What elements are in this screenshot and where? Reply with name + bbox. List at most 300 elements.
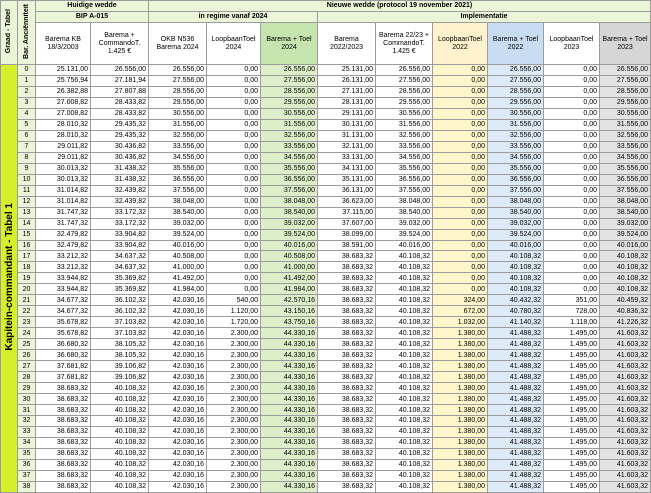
table-cell: 41.603,32 [600, 383, 651, 394]
table-cell: 25.756,94 [36, 75, 91, 86]
anciennity-cell: 22 [18, 306, 36, 317]
table-cell: 39.524,00 [488, 229, 544, 240]
table-cell: 1.495,00 [544, 416, 600, 427]
bar-ancienniteit-header: Bar. Anciënniteit [18, 1, 36, 65]
table-cell: 33.172,32 [91, 218, 149, 229]
table-cell: 0,00 [544, 75, 600, 86]
table-cell: 37.103,82 [91, 328, 149, 339]
table-cell: 44.330,16 [261, 361, 318, 372]
table-cell: 38.683,32 [318, 317, 376, 328]
table-cell: 40.108,32 [91, 416, 149, 427]
table-cell: 38.683,32 [36, 383, 91, 394]
table-row [1, 339, 651, 350]
table-cell: 42.030,16 [149, 361, 207, 372]
table-row [1, 437, 651, 448]
table-cell: 36.556,00 [488, 174, 544, 185]
table-cell: 1.380,00 [433, 361, 488, 372]
table-cell: 41.603,32 [600, 339, 651, 350]
table-cell: 40.108,32 [91, 470, 149, 481]
table-cell: 38.591,00 [318, 240, 376, 251]
table-body [1, 65, 651, 493]
table-cell: 0,00 [544, 273, 600, 284]
table-cell: 41.488,32 [488, 350, 544, 361]
table-cell: 28.010,32 [36, 119, 91, 130]
table-row [1, 426, 651, 437]
table-cell: 30.013,32 [36, 174, 91, 185]
table-cell: 33.556,00 [376, 141, 433, 152]
table-cell: 44.330,16 [261, 350, 318, 361]
table-cell: 38.683,32 [318, 426, 376, 437]
table-cell: 39.032,00 [488, 218, 544, 229]
table-cell: 31.556,00 [376, 119, 433, 130]
table-cell: 33.556,00 [488, 141, 544, 152]
table-cell: 2.300,00 [207, 350, 261, 361]
table-cell: 41.226,32 [600, 317, 651, 328]
table-cell: 29.011,82 [36, 152, 91, 163]
table-cell: 40.508,00 [261, 251, 318, 262]
anciennity-cell: 12 [18, 196, 36, 207]
table-cell: 43.150,16 [261, 306, 318, 317]
table-row [1, 262, 651, 273]
table-cell: 0,00 [544, 218, 600, 229]
table-cell: 42.030,16 [149, 372, 207, 383]
table-cell: 0,00 [207, 218, 261, 229]
anciennity-cell: 37 [18, 470, 36, 481]
table-cell: 41.488,32 [488, 361, 544, 372]
table-cell: 1.495,00 [544, 372, 600, 383]
table-cell: 38.683,32 [318, 339, 376, 350]
table-cell: 40.108,32 [600, 262, 651, 273]
table-cell: 2.300,00 [207, 339, 261, 350]
anciennity-cell: 28 [18, 372, 36, 383]
col-header-barema-2022-2023: Barema 2022/2023 [318, 23, 376, 65]
table-cell: 34.677,32 [36, 306, 91, 317]
table-cell: 0,00 [207, 119, 261, 130]
table-cell: 26.556,00 [149, 65, 207, 76]
table-cell: 35.369,82 [91, 284, 149, 295]
table-row [1, 284, 651, 295]
table-cell: 0,00 [207, 141, 261, 152]
table-cell: 41.603,32 [600, 426, 651, 437]
table-cell: 1.495,00 [544, 459, 600, 470]
table-cell: 39.032,00 [261, 218, 318, 229]
table-cell: 38.683,32 [36, 437, 91, 448]
table-cell: 36.680,32 [36, 339, 91, 350]
anciennity-cell: 9 [18, 163, 36, 174]
table-cell: 38.683,32 [318, 416, 376, 427]
table-cell: 0,00 [544, 262, 600, 273]
table-cell: 35.556,00 [261, 163, 318, 174]
table-cell: 40.108,32 [91, 481, 149, 492]
table-cell: 33.131,00 [318, 152, 376, 163]
table-cell: 36.556,00 [376, 174, 433, 185]
table-row [1, 196, 651, 207]
table-cell: 32.131,00 [318, 141, 376, 152]
table-cell: 0,00 [433, 207, 488, 218]
table-cell: 40.108,32 [600, 284, 651, 295]
table-cell: 38.683,32 [318, 328, 376, 339]
table-cell: 40.108,32 [488, 273, 544, 284]
table-row [1, 350, 651, 361]
table-cell: 28.556,00 [376, 86, 433, 97]
table-cell: 29.435,32 [91, 119, 149, 130]
grade-label: Kapitein-commandant - Tabel 1 [1, 65, 18, 493]
table-row [1, 394, 651, 405]
table-cell: 40.108,32 [376, 394, 433, 405]
table-cell: 40.836,32 [600, 306, 651, 317]
table-cell: 40.016,00 [149, 240, 207, 251]
table-row [1, 273, 651, 284]
table-cell: 1.495,00 [544, 394, 600, 405]
table-row [1, 152, 651, 163]
table-cell: 0,00 [544, 65, 600, 76]
table-cell: 1.380,00 [433, 328, 488, 339]
table-cell: 27.008,82 [36, 108, 91, 119]
table-cell: 0,00 [544, 207, 600, 218]
nieuwe-wedde-header: Nieuwe wedde (protocol 19 november 2021) [149, 1, 651, 12]
table-cell: 40.108,32 [376, 317, 433, 328]
table-cell: 28.556,00 [149, 86, 207, 97]
table-cell: 38.683,32 [318, 251, 376, 262]
table-cell: 32.556,00 [149, 130, 207, 141]
table-cell: 37.103,82 [91, 317, 149, 328]
table-cell: 33.944,82 [36, 284, 91, 295]
table-cell: 37.556,00 [261, 185, 318, 196]
table-cell: 34.131,00 [318, 163, 376, 174]
anciennity-cell: 20 [18, 284, 36, 295]
table-cell: 0,00 [207, 284, 261, 295]
table-cell: 38.683,32 [318, 481, 376, 492]
table-cell: 2.300,00 [207, 448, 261, 459]
table-cell: 40.016,00 [600, 240, 651, 251]
anciennity-cell: 7 [18, 141, 36, 152]
table-cell: 1.380,00 [433, 437, 488, 448]
table-cell: 0,00 [207, 163, 261, 174]
table-cell: 44.330,16 [261, 437, 318, 448]
anciennity-cell: 10 [18, 174, 36, 185]
table-cell: 29.556,00 [149, 97, 207, 108]
table-cell: 40.108,32 [376, 437, 433, 448]
table-cell: 37.556,00 [488, 185, 544, 196]
table-cell: 324,00 [433, 295, 488, 306]
table-cell: 38.048,00 [376, 196, 433, 207]
table-cell: 42.570,16 [261, 295, 318, 306]
table-cell: 0,00 [544, 196, 600, 207]
table-cell: 30.131,00 [318, 119, 376, 130]
table-cell: 2.300,00 [207, 481, 261, 492]
table-cell: 44.330,16 [261, 481, 318, 492]
anciennity-cell: 16 [18, 240, 36, 251]
table-cell: 42.030,16 [149, 350, 207, 361]
col-header-barema-toel-2024: Barema + Toel 2024 [261, 23, 318, 65]
table-cell: 38.683,32 [36, 416, 91, 427]
table-cell: 40.016,00 [261, 240, 318, 251]
table-cell: 31.014,82 [36, 185, 91, 196]
table-cell: 41.603,32 [600, 372, 651, 383]
table-cell: 1.380,00 [433, 405, 488, 416]
table-cell: 1.380,00 [433, 448, 488, 459]
table-cell: 540,00 [207, 295, 261, 306]
table-cell: 40.016,00 [376, 240, 433, 251]
table-cell: 0,00 [207, 196, 261, 207]
anciennity-cell: 8 [18, 152, 36, 163]
table-cell: 44.330,16 [261, 372, 318, 383]
table-row [1, 317, 651, 328]
table-cell: 44.330,16 [261, 339, 318, 350]
table-row [1, 405, 651, 416]
anciennity-cell: 5 [18, 119, 36, 130]
table-cell: 27.556,00 [376, 75, 433, 86]
table-cell: 0,00 [207, 97, 261, 108]
table-cell: 40.108,32 [376, 459, 433, 470]
table-cell: 0,00 [433, 185, 488, 196]
table-cell: 2.300,00 [207, 459, 261, 470]
table-cell: 0,00 [544, 251, 600, 262]
table-cell: 30.556,00 [488, 108, 544, 119]
table-cell: 1.380,00 [433, 339, 488, 350]
table-cell: 30.556,00 [600, 108, 651, 119]
table-cell: 44.330,16 [261, 383, 318, 394]
table-cell: 42.030,16 [149, 416, 207, 427]
table-cell: 38.683,32 [318, 361, 376, 372]
table-cell: 38.683,32 [318, 437, 376, 448]
table-cell: 29.556,00 [600, 97, 651, 108]
table-cell: 40.459,32 [600, 295, 651, 306]
table-cell: 32.556,00 [488, 130, 544, 141]
table-cell: 40.780,32 [488, 306, 544, 317]
table-row [1, 130, 651, 141]
table-cell: 0,00 [433, 75, 488, 86]
table-cell: 41.488,32 [488, 328, 544, 339]
table-cell: 38.683,32 [318, 295, 376, 306]
table-cell: 38.683,32 [36, 448, 91, 459]
table-cell: 31.747,32 [36, 218, 91, 229]
table-cell: 30.556,00 [261, 108, 318, 119]
table-cell: 32.556,00 [261, 130, 318, 141]
table-cell: 1.495,00 [544, 383, 600, 394]
anciennity-cell: 17 [18, 251, 36, 262]
table-cell: 41.488,32 [488, 339, 544, 350]
anciennity-cell: 13 [18, 207, 36, 218]
table-cell: 29.435,32 [91, 130, 149, 141]
table-cell: 0,00 [544, 284, 600, 295]
table-cell: 0,00 [207, 130, 261, 141]
table-cell: 0,00 [207, 251, 261, 262]
anciennity-cell: 11 [18, 185, 36, 196]
table-cell: 2.300,00 [207, 416, 261, 427]
table-cell: 27.556,00 [600, 75, 651, 86]
table-cell: 36.102,32 [91, 306, 149, 317]
table-cell: 2.300,00 [207, 437, 261, 448]
table-cell: 2.300,00 [207, 383, 261, 394]
anciennity-cell: 14 [18, 218, 36, 229]
table-cell: 39.032,00 [149, 218, 207, 229]
table-cell: 38.048,00 [600, 196, 651, 207]
table-cell: 672,00 [433, 306, 488, 317]
table-cell: 40.108,32 [376, 405, 433, 416]
table-cell: 0,00 [433, 119, 488, 130]
table-cell: 42.030,16 [149, 448, 207, 459]
table-cell: 41.488,32 [488, 481, 544, 492]
table-cell: 40.108,32 [376, 262, 433, 273]
table-cell: 35.556,00 [376, 163, 433, 174]
table-cell: 0,00 [207, 75, 261, 86]
table-cell: 0,00 [433, 108, 488, 119]
col-header-loopbaantoel-2024: LoopbaanToel 2024 [207, 23, 261, 65]
table-cell: 42.030,16 [149, 470, 207, 481]
table-cell: 41.603,32 [600, 416, 651, 427]
table-cell: 38.540,00 [488, 207, 544, 218]
anciennity-cell: 1 [18, 75, 36, 86]
table-cell: 1.495,00 [544, 339, 600, 350]
table-cell: 728,00 [544, 306, 600, 317]
table-cell: 0,00 [207, 86, 261, 97]
table-cell: 35.556,00 [600, 163, 651, 174]
table-cell: 0,00 [544, 174, 600, 185]
table-cell: 34.677,32 [36, 295, 91, 306]
table-cell: 0,00 [207, 262, 261, 273]
table-cell: 39.032,00 [600, 218, 651, 229]
table-cell: 40.108,32 [376, 328, 433, 339]
table-cell: 40.108,32 [91, 394, 149, 405]
table-cell: 40.108,32 [91, 405, 149, 416]
huidige-wedde-header: Huidige wedde [36, 1, 149, 12]
table-row [1, 448, 651, 459]
table-cell: 40.108,32 [376, 361, 433, 372]
table-cell: 1.120,00 [207, 306, 261, 317]
table-cell: 42.030,16 [149, 394, 207, 405]
table-cell: 0,00 [433, 273, 488, 284]
table-cell: 39.524,00 [261, 229, 318, 240]
table-cell: 38.099,00 [318, 229, 376, 240]
table-row [1, 295, 651, 306]
table-cell: 27.181,94 [91, 75, 149, 86]
table-cell: 38.683,32 [36, 459, 91, 470]
table-cell: 0,00 [544, 108, 600, 119]
table-cell: 38.540,00 [149, 207, 207, 218]
table-cell: 29.556,00 [376, 97, 433, 108]
table-cell: 1.380,00 [433, 459, 488, 470]
table-cell: 0,00 [433, 240, 488, 251]
table-cell: 0,00 [544, 163, 600, 174]
table-cell: 25.131,00 [318, 65, 376, 76]
table-cell: 30.013,32 [36, 163, 91, 174]
table-cell: 34.556,00 [261, 152, 318, 163]
table-cell: 0,00 [433, 163, 488, 174]
table-cell: 35.131,00 [318, 174, 376, 185]
table-row [1, 163, 651, 174]
anciennity-cell: 32 [18, 416, 36, 427]
table-row [1, 185, 651, 196]
table-cell: 0,00 [544, 185, 600, 196]
table-cell: 32.556,00 [600, 130, 651, 141]
table-cell: 36.556,00 [149, 174, 207, 185]
table-cell: 38.683,32 [318, 306, 376, 317]
table-cell: 34.556,00 [488, 152, 544, 163]
table-row [1, 383, 651, 394]
table-cell: 40.108,32 [376, 416, 433, 427]
table-cell: 2.300,00 [207, 372, 261, 383]
table-cell: 1.380,00 [433, 372, 488, 383]
table-cell: 34.556,00 [149, 152, 207, 163]
table-cell: 40.108,32 [376, 372, 433, 383]
table-cell: 32.439,82 [91, 196, 149, 207]
table-cell: 0,00 [207, 65, 261, 76]
anciennity-cell: 27 [18, 361, 36, 372]
table-cell: 40.108,32 [488, 251, 544, 262]
table-cell: 1.380,00 [433, 394, 488, 405]
table-cell: 41.488,32 [488, 459, 544, 470]
table-cell: 42.030,16 [149, 437, 207, 448]
table-cell: 35.369,82 [91, 273, 149, 284]
anciennity-cell: 19 [18, 273, 36, 284]
table-cell: 37.115,00 [318, 207, 376, 218]
table-cell: 0,00 [433, 229, 488, 240]
col-header-loopbaantoel-2022: LoopbaanToel 2022 [433, 23, 488, 65]
table-cell: 0,00 [207, 108, 261, 119]
table-cell: 38.683,32 [318, 284, 376, 295]
table-cell: 39.106,82 [91, 372, 149, 383]
table-cell: 35.556,00 [488, 163, 544, 174]
table-row [1, 141, 651, 152]
table-cell: 41.603,32 [600, 470, 651, 481]
table-cell: 40.108,32 [91, 383, 149, 394]
table-cell: 26.131,00 [318, 75, 376, 86]
table-cell: 38.683,32 [318, 470, 376, 481]
table-cell: 28.433,82 [91, 97, 149, 108]
anciennity-cell: 0 [18, 65, 36, 76]
table-row [1, 174, 651, 185]
table-cell: 0,00 [433, 251, 488, 262]
table-cell: 0,00 [433, 174, 488, 185]
table-cell: 40.108,32 [91, 437, 149, 448]
table-row [1, 119, 651, 130]
table-cell: 35.678,82 [36, 317, 91, 328]
table-cell: 0,00 [207, 229, 261, 240]
table-cell: 29.131,00 [318, 108, 376, 119]
table-row [1, 75, 651, 86]
table-cell: 36.680,32 [36, 350, 91, 361]
table-cell: 39.524,00 [600, 229, 651, 240]
table-cell: 41.603,32 [600, 405, 651, 416]
table-cell: 0,00 [207, 185, 261, 196]
anciennity-cell: 33 [18, 426, 36, 437]
bip-header: BIP A-015 [36, 12, 149, 23]
table-row [1, 207, 651, 218]
table-cell: 2.300,00 [207, 426, 261, 437]
table-cell: 40.108,32 [600, 251, 651, 262]
anciennity-cell: 35 [18, 448, 36, 459]
table-cell: 26.556,00 [488, 65, 544, 76]
table-cell: 41.140,32 [488, 317, 544, 328]
table-cell: 40.508,00 [149, 251, 207, 262]
table-cell: 1.380,00 [433, 383, 488, 394]
table-cell: 38.540,00 [261, 207, 318, 218]
table-cell: 2.300,00 [207, 470, 261, 481]
table-cell: 42.030,16 [149, 328, 207, 339]
table-cell: 38.683,32 [318, 262, 376, 273]
table-cell: 44.330,16 [261, 426, 318, 437]
table-cell: 38.683,32 [318, 459, 376, 470]
col-header-barema-22-23-commando: Barema 22/23 + CommandoT. 1.425 € [376, 23, 433, 65]
table-cell: 27.556,00 [149, 75, 207, 86]
anciennity-cell: 38 [18, 481, 36, 492]
table-row [1, 97, 651, 108]
col-header-barema-kb: Barema KB 18/3/2003 [36, 23, 91, 65]
table-cell: 30.436,82 [91, 152, 149, 163]
table-cell: 29.011,82 [36, 141, 91, 152]
table-cell: 36.131,00 [318, 185, 376, 196]
